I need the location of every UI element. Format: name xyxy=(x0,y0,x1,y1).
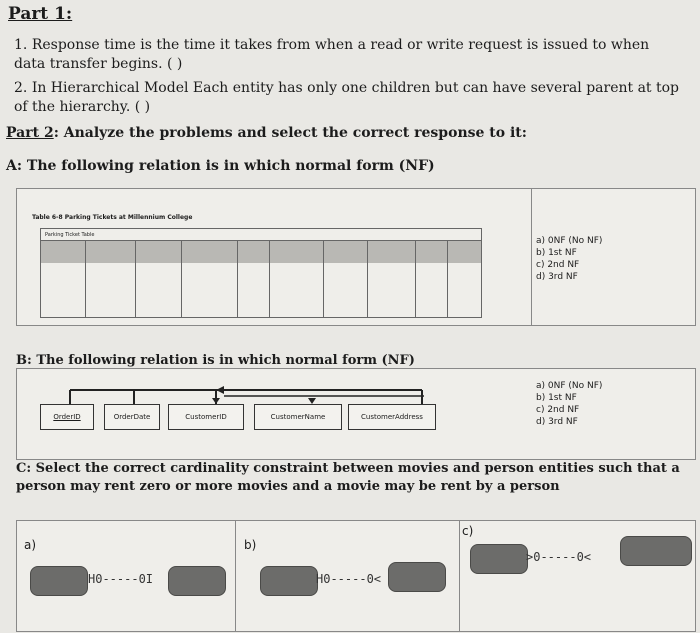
movie-entity xyxy=(388,562,446,592)
cardinality-connector: H0-----0I xyxy=(88,572,154,586)
question-2 xyxy=(14,79,684,117)
table-column-divider xyxy=(415,241,416,317)
section-a-divider xyxy=(531,189,532,325)
option-b[interactable]: b) 1st NF xyxy=(536,248,577,258)
table-column-divider xyxy=(447,241,448,317)
option-a[interactable]: a) 0NF (No NF) xyxy=(536,236,603,246)
part2-label: Part 2 xyxy=(6,125,54,141)
section-b-options xyxy=(536,380,602,428)
movie-entity xyxy=(168,566,226,596)
section-a-options xyxy=(536,235,602,283)
option-c[interactable]: c) 2nd NF xyxy=(536,260,580,270)
section-b-title: B: The following relation is in which normal form (NF) xyxy=(16,353,415,368)
option-c[interactable]: c) 2nd NF xyxy=(536,405,580,415)
question-2-text: In Hierarchical Model Each entity has only one children but can have several parent at top of the hierarchy. ( ) xyxy=(14,80,680,115)
table-column-divider xyxy=(181,241,182,317)
part1-title: Part 1: xyxy=(8,4,73,24)
table-column-divider xyxy=(237,241,238,317)
part2-text: : Analyze the problems and select the correct response to it: xyxy=(53,125,527,141)
table-caption: Parking Ticket Table xyxy=(41,229,481,241)
choice-a-label[interactable]: a) xyxy=(24,538,37,552)
parking-ticket-table xyxy=(40,228,482,318)
part2-heading xyxy=(6,125,527,141)
table-column-divider xyxy=(269,241,270,317)
attribute-customername: CustomerName xyxy=(254,404,342,430)
option-b[interactable]: b) 1st NF xyxy=(536,393,577,403)
attribute-orderdate: OrderDate xyxy=(104,404,160,430)
question-2-number: 2. xyxy=(14,80,28,96)
section-c-divider xyxy=(235,521,236,631)
cardinality-connector: H0-----0< xyxy=(316,572,382,586)
cardinality-connector: >0-----0< xyxy=(526,550,592,564)
question-1-number: 1. xyxy=(14,37,28,53)
table-title: Table 6-8 Parking Tickets at Millennium College xyxy=(32,214,193,221)
section-c-divider xyxy=(459,521,460,631)
choice-b-label[interactable]: b) xyxy=(244,538,257,552)
attribute-customerid: CustomerID xyxy=(168,404,244,430)
option-d[interactable]: d) 3rd NF xyxy=(536,272,578,282)
table-column-divider xyxy=(367,241,368,317)
movie-entity xyxy=(620,536,692,566)
section-a-title: A: The following relation is in which normal form (NF) xyxy=(6,158,435,174)
question-1-text: Response time is the time it takes from when a read or write request is issued to when data transfer begins. ( ) xyxy=(14,37,650,72)
choice-c-label[interactable]: c) xyxy=(462,524,474,538)
attribute-orderid: OrderID xyxy=(40,404,94,430)
attribute-customeraddress: CustomerAddress xyxy=(348,404,436,430)
table-column-divider xyxy=(323,241,324,317)
section-c-title: C: Select the correct cardinality constraint between movies and person entities such that a person may rent zero or more movies and a movie may be rent by a person xyxy=(16,461,680,494)
person-entity xyxy=(30,566,88,596)
option-d[interactable]: d) 3rd NF xyxy=(536,417,578,427)
table-column-divider xyxy=(85,241,86,317)
person-entity xyxy=(260,566,318,596)
person-entity xyxy=(470,544,528,574)
question-1 xyxy=(14,36,684,74)
option-a[interactable]: a) 0NF (No NF) xyxy=(536,381,603,391)
table-column-divider xyxy=(135,241,136,317)
